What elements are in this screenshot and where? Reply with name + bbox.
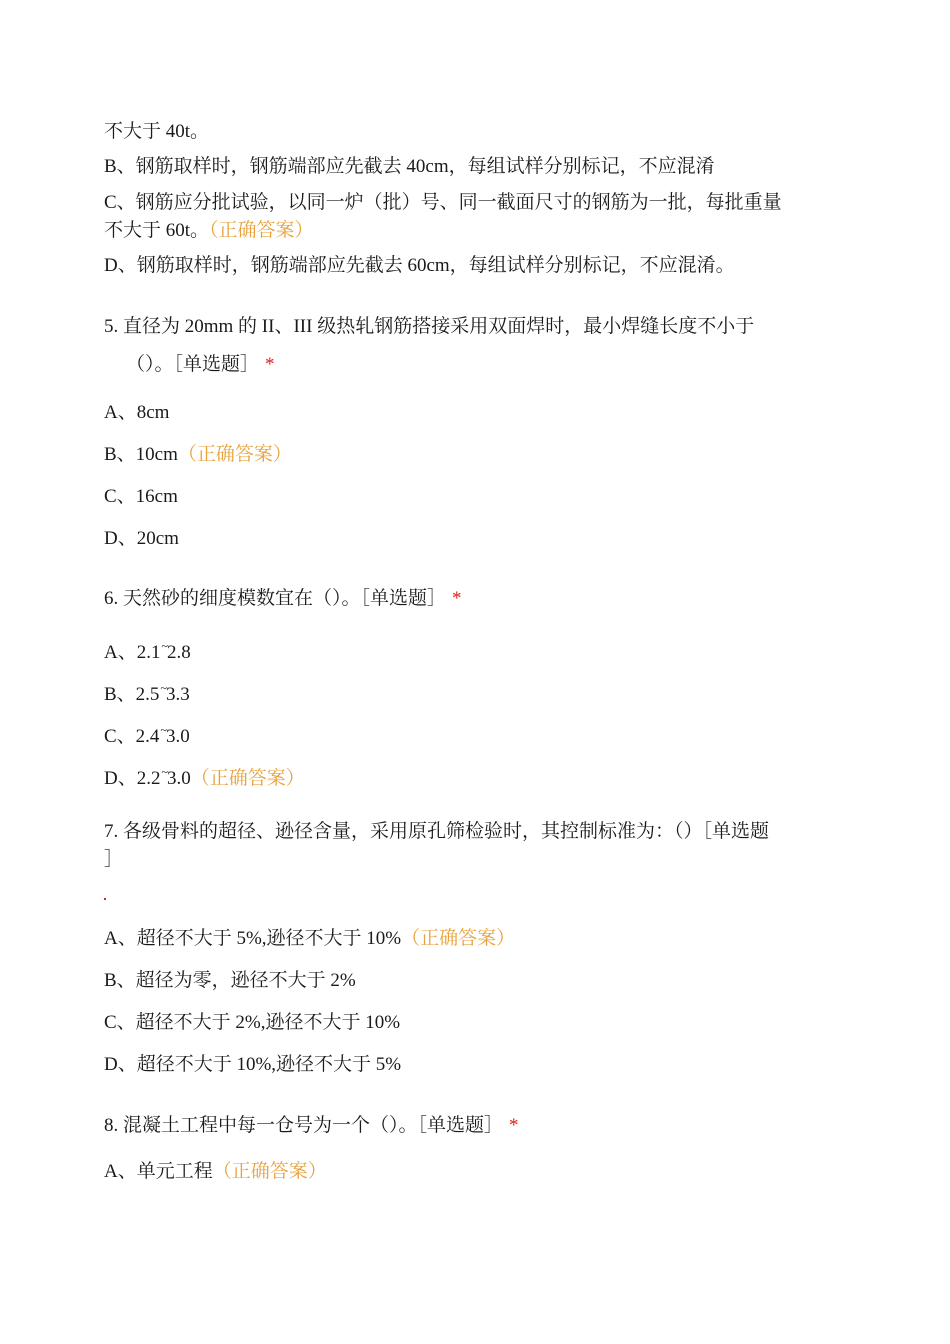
q7-option-d[interactable]: [104, 1051, 401, 1079]
option-text: C、16cm: [104, 486, 178, 507]
option-text: B、10cm: [104, 444, 178, 465]
q5-option-d[interactable]: [104, 525, 179, 553]
question-6-title: [104, 585, 462, 613]
range-tilde: ~: [160, 681, 167, 695]
required-dot-marker: [104, 898, 106, 900]
option-b: [104, 153, 715, 181]
range-tilde: ~: [160, 723, 167, 737]
q8-option-a[interactable]: [104, 1158, 327, 1186]
option-text: A、2.1: [104, 642, 161, 663]
option-text: A、8cm: [104, 402, 170, 423]
q6-option-b[interactable]: [104, 674, 190, 709]
option-text: D、2.2: [104, 768, 161, 789]
option-text: C、2.4: [104, 726, 160, 747]
option-text: A、超径不大于 5%,逊径不大于 10%: [104, 928, 402, 949]
option-text: B、钢筋取样时，钢筋端部应先截去 40cm，每组试样分别标记，不应混淆: [104, 156, 715, 177]
q7-option-a[interactable]: [104, 925, 515, 953]
question-text: 5. 直径为 20mm 的 II、III 级热轧钢筋搭接采用双面焊时，最小焊缝长度不小于: [104, 316, 755, 337]
correct-answer-label: （正确答案）: [177, 444, 292, 465]
question-text: 6. 天然砂的细度模数宜在（）。［单选题］: [104, 588, 447, 609]
question-7-title-line2: [104, 846, 123, 874]
option-text: D、钢筋取样时，钢筋端部应先截去 60cm，每组试样分别标记，不应混淆。: [104, 255, 735, 276]
required-marker: *: [509, 1115, 519, 1136]
q7-option-c[interactable]: [104, 1009, 400, 1037]
option-text: 3.0: [166, 768, 191, 789]
option-d: [104, 252, 735, 280]
option-text: B、2.5: [104, 684, 160, 705]
option-text: B、超径为零，逊径不大于 2%: [104, 970, 356, 991]
question-7-title: [104, 818, 769, 846]
required-marker: *: [452, 588, 462, 609]
q6-option-d[interactable]: [104, 758, 305, 793]
option-c-line1: [104, 189, 782, 217]
option-c-line2: [104, 217, 314, 245]
question-8-title: [104, 1112, 519, 1140]
required-marker: *: [265, 354, 275, 375]
option-a-tail: [104, 118, 209, 146]
correct-answer-label: （正确答案）: [212, 1161, 327, 1182]
option-text: A、单元工程: [104, 1161, 213, 1182]
question-text: 8. 混凝土工程中每一仓号为一个（）。［单选题］: [104, 1115, 504, 1136]
question-text: （）。［单选题］: [126, 354, 260, 375]
question-text: 7. 各级骨料的超径、逊径含量，采用原孔筛检验时，其控制标准为：（）［单选题: [104, 821, 770, 842]
question-text: ］: [104, 849, 124, 870]
correct-answer-label: （正确答案）: [401, 928, 516, 949]
option-text: C、超径不大于 2%,逊径不大于 10%: [104, 1012, 401, 1033]
correct-answer-label: （正确答案）: [209, 220, 314, 241]
option-text: 不大于 40t。: [104, 121, 210, 142]
range-tilde: ~: [161, 765, 168, 779]
option-text: D、20cm: [104, 528, 179, 549]
range-tilde: ~: [161, 639, 168, 653]
option-text: 不大于 60t。: [104, 220, 210, 241]
option-text: D、超径不大于 10%,逊径不大于 5%: [104, 1054, 402, 1075]
q6-option-a[interactable]: [104, 632, 191, 667]
q6-option-c[interactable]: [104, 716, 190, 751]
q7-option-b[interactable]: [104, 967, 356, 995]
correct-answer-label: （正确答案）: [190, 768, 305, 789]
option-text: 3.3: [165, 684, 190, 705]
q5-option-a[interactable]: [104, 399, 169, 427]
option-text: 2.8: [166, 642, 191, 663]
option-text: 3.0: [165, 726, 190, 747]
q5-option-c[interactable]: [104, 483, 178, 511]
question-5-title-line2: [126, 351, 275, 379]
option-text: C、钢筋应分批试验，以同一炉（批）号、同一截面尺寸的钢筋为一批，每批重量: [104, 192, 782, 213]
question-5-title: [104, 313, 754, 341]
q5-option-b[interactable]: [104, 441, 292, 469]
